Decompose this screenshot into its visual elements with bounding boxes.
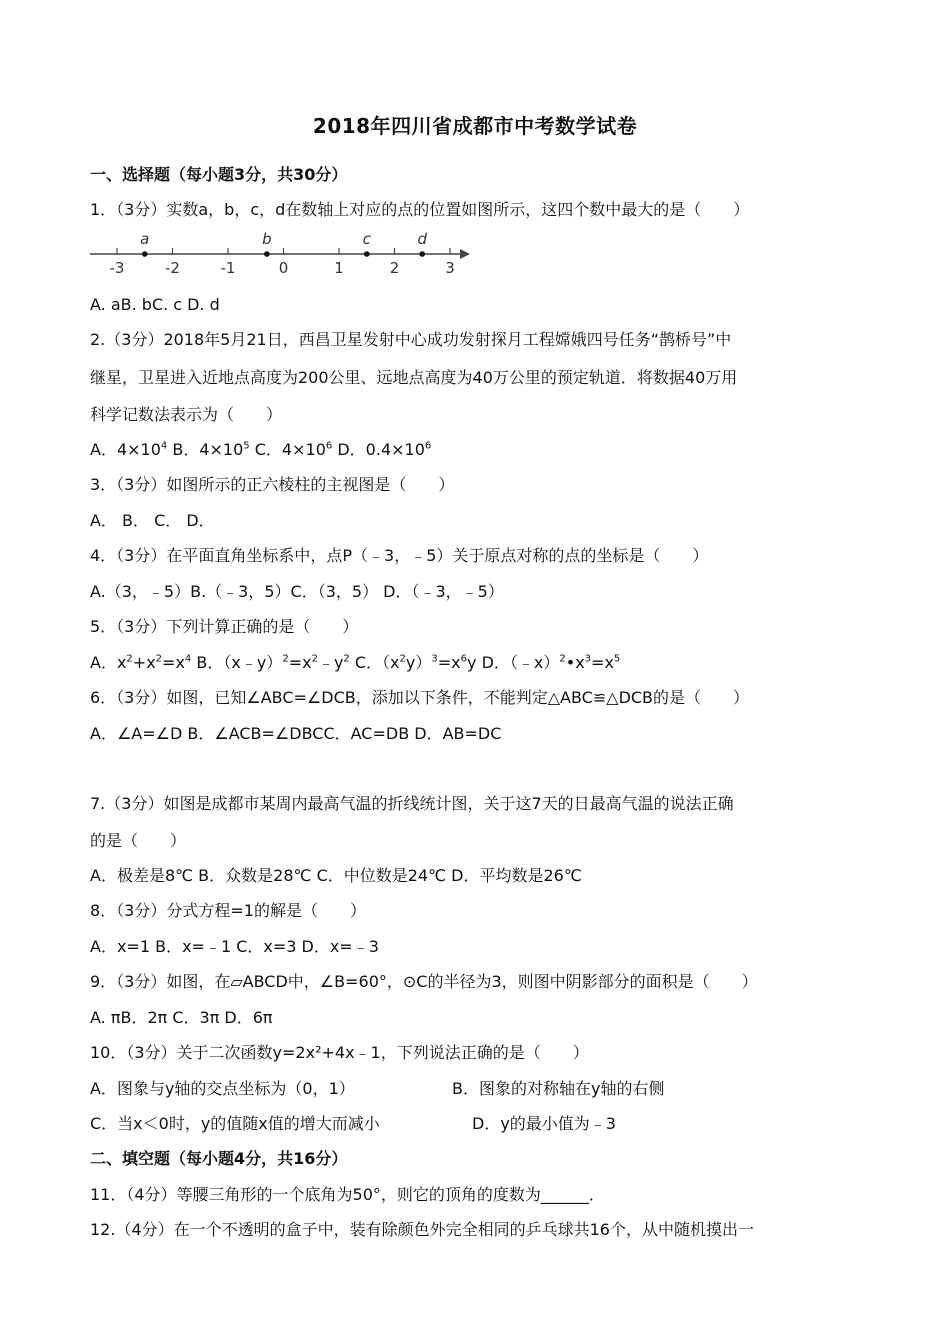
q5-text: y） (405, 653, 432, 672)
page-title: 2018年四川省成都市中考数学试卷 (312, 114, 638, 138)
question-10-option-d: D．y的最小值为﹣3 (472, 1114, 616, 1133)
number-line-point (419, 251, 425, 257)
question-10-option-b: B．图象的对称轴在y轴的右侧 (452, 1079, 665, 1098)
section-heading-choice: 一、选择题（每小题3分，共30分） (90, 165, 348, 184)
q5-exponent: 2 (155, 653, 163, 665)
q2-option-c: C．4×10 (249, 440, 326, 459)
q2-option-b: B．4×10 (167, 440, 244, 459)
q5-text: •x (565, 653, 585, 672)
question-4-options: A.（3，﹣5）B.（﹣3，5）C．（3，5） D．（﹣3，﹣5） (90, 582, 504, 601)
q5-exponent: 2 (311, 653, 318, 665)
question-1-options: A. aB. bC. c D. d (90, 295, 220, 314)
question-7-line-2: 的是（ ） (90, 831, 187, 850)
number-line-point-label: b (262, 230, 272, 248)
question-2-line-3: 科学记数法表示为（ ） (90, 405, 283, 424)
question-6-options: A．∠A=∠D B．∠ACB=∠DBCC．AC=DB D．AB=DC (90, 724, 502, 743)
question-9-stem: 9．（3分）如图，在▱ABCD中，∠B=60°，⊙C的半径为3，则图中阴影部分的面积是（ ） (90, 972, 758, 991)
question-4-stem: 4．（3分）在平面直角坐标系中，点P（﹣3，﹣5）关于原点对称的点的坐标是（ ） (90, 546, 709, 565)
q5-text: =x (437, 653, 461, 672)
q2-option-b-exponent: 5 (243, 440, 250, 452)
q2-option-d-exponent: 6 (424, 440, 432, 452)
q5-text: y D．（﹣x） (467, 653, 560, 672)
section-heading-fill: 二、填空题（每小题4分，共16分） (90, 1149, 348, 1168)
question-3-options: A． B． C． D． (90, 511, 215, 530)
number-line-point-label: d (417, 230, 428, 248)
q5-exponent: 4 (184, 653, 192, 665)
q5-exponent: 2 (559, 653, 566, 665)
number-line-point (364, 251, 370, 257)
number-line-tick-label: -3 (109, 259, 125, 277)
number-line-tick-label: 2 (389, 259, 400, 277)
q2-option-d: D．0.4×10 (332, 440, 425, 459)
number-line-point (142, 251, 148, 257)
q2-option-a: A．4×10 (90, 440, 161, 459)
question-1-stem: 1．（3分）实数a，b，c，d在数轴上对应的点的位置如图所示，这四个数中最大的是（ ） (90, 200, 750, 219)
question-2-options (90, 438, 862, 462)
question-8-stem: 8．（3分）分式方程=1的解是（ ） (90, 901, 366, 920)
number-line-point (264, 251, 270, 257)
number-line-tick-label: 3 (445, 259, 455, 277)
q2-option-a-exponent: 4 (160, 440, 168, 452)
question-12: 12.（4分）在一个不透明的盒子中，装有除颜色外完全相同的乒乓球共16个，从中随机摸出一 (90, 1220, 754, 1239)
number-line-figure (86, 230, 476, 278)
q5-exponent: 2 (399, 653, 406, 665)
question-6-stem: 6．（3分）如图，已知∠ABC=∠DCB，添加以下条件，不能判定△ABC≌△DCB的是（ ） (90, 688, 750, 707)
q5-exponent: 2 (126, 653, 133, 665)
q5-text: ﹣y (317, 653, 344, 672)
q5-text: =x (591, 653, 614, 672)
q5-exponent: 3 (431, 653, 438, 665)
question-5-stem: 5．（3分）下列计算正确的是（ ） (90, 617, 359, 636)
question-2-line-2: 继星，卫星进入近地点高度为200公里、远地点高度为40万公里的预定轨道．将数据40万用 (90, 368, 738, 387)
question-3-stem: 3．（3分）如图所示的正六棱柱的主视图是（ ） (90, 475, 455, 494)
q5-exponent: 3 (584, 653, 592, 665)
q5-text: =x (288, 653, 312, 672)
question-9-options: A. πB．2π C．3π D．6π (90, 1008, 273, 1027)
question-8-options: A．x=1 B．x=﹣1 C．x=3 D．x=﹣3 (90, 937, 379, 956)
q5-text: +x (132, 653, 156, 672)
q2-option-c-exponent: 6 (325, 440, 333, 452)
q5-text: A．x (90, 653, 127, 672)
q5-text: =x (162, 653, 185, 672)
q5-exponent: 2 (282, 653, 289, 665)
number-line-tick-label: -2 (165, 259, 180, 277)
question-11: 11．（4分）等腰三角形的一个底角为50°，则它的顶角的度数为______． (90, 1185, 605, 1204)
number-line-tick-label: 1 (334, 259, 344, 277)
question-10-stem: 10．（3分）关于二次函数y=2x²+4x﹣1，下列说法正确的是（ ） (90, 1043, 589, 1062)
question-2-line-1: 2.（3分）2018年5月21日，西昌卫星发射中心成功发射探月工程嫦娥四号任务“鹊桥号”中 (90, 330, 732, 349)
q5-exponent: 2 (343, 653, 350, 665)
question-7-options: A．极差是8℃ B．众数是28℃ C．中位数是24℃ D．平均数是26℃ (90, 866, 582, 885)
question-7-line-1: 7.（3分）如图是成都市某周内最高气温的折线统计图，关于这7天的日最高气温的说法正确 (90, 794, 734, 813)
number-line-arrow (460, 249, 470, 259)
question-5-options (90, 651, 862, 675)
number-line-tick-label: -1 (220, 259, 236, 277)
number-line-point-label: c (362, 230, 371, 248)
question-10-option-a: A．图象与y轴的交点坐标为（0，1） (90, 1079, 355, 1098)
q5-text: C．（x (349, 653, 400, 672)
number-line-tick-label: 0 (278, 259, 289, 277)
question-10-option-c: C．当x＜0时，y的值随x值的增大而减小 (90, 1114, 380, 1133)
q5-exponent: 6 (460, 653, 468, 665)
number-line-point-label: a (140, 230, 150, 248)
q5-text: B．（x﹣y） (191, 653, 283, 672)
q5-exponent: 5 (613, 653, 621, 665)
